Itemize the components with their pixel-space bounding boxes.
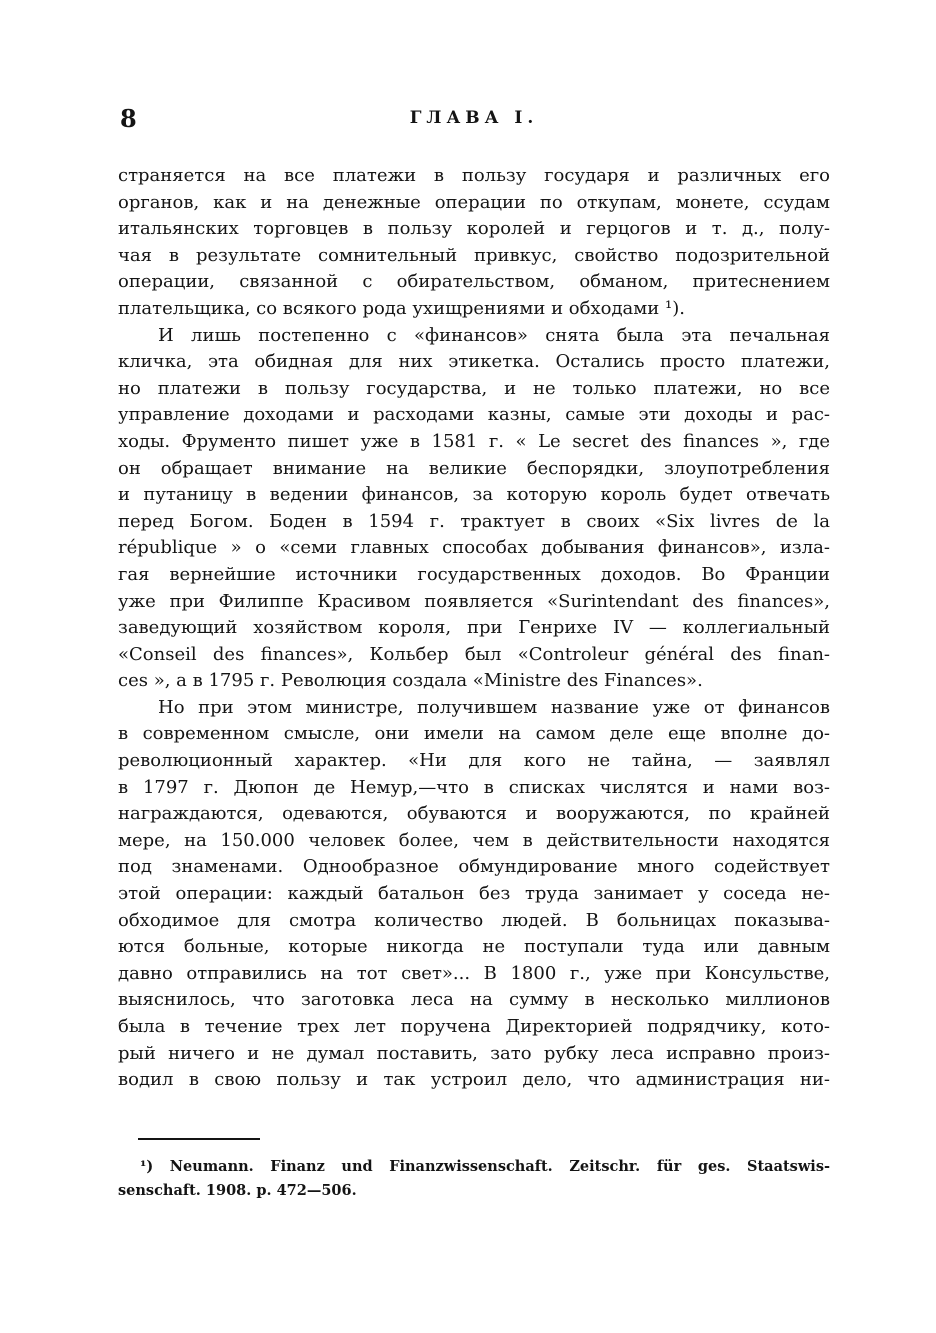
text-line: операции, связанной с обирательством, обманом, притеснением xyxy=(118,271,830,293)
body-text xyxy=(118,163,830,1094)
text-line: ходы. Фрументо пишет уже в 1581 г. « Le secret des finances », где xyxy=(118,430,830,452)
text-line: управление доходами и расходами казны, самые эти доходы и рас- xyxy=(118,404,830,426)
chapter-title: ГЛАВА I. xyxy=(409,108,539,128)
text-line: ces », а в 1795 г. Революция создала «Ministre des Finances». xyxy=(118,670,703,692)
text-line: обходимое для смотра количество людей. В больницах показыва- xyxy=(118,909,830,931)
text-line: была в течение трех лет поручена Директорией подрядчику, кото- xyxy=(118,1016,830,1037)
text-line: водил в свою пользу и так устроил дело, что администрация ни- xyxy=(118,1069,830,1091)
text-line: заведующий хозяйством короля, при Генрихе IV — коллегиальный xyxy=(118,617,830,639)
text-line: революционный характер. «Ни для кого не тайна, — заявлял xyxy=(118,750,830,772)
text-line: органов, как и на денежные операции по откупам, монете, ссудам xyxy=(118,191,830,213)
footnote xyxy=(118,1155,830,1203)
text-line: выяснилось, что заготовка леса на сумму в несколько миллионов xyxy=(118,989,830,1011)
text-line: «Conseil des finances», Кольбер был «Controleur général des finan- xyxy=(118,643,830,665)
text-line: давно отправились на тот свет»... В 1800 г., уже при Консульстве, xyxy=(118,962,830,984)
text-line: мере, на 150.000 человек более, чем в действительности находятся xyxy=(118,829,830,851)
text-line: чая в результате сомнительный привкус, свойство подозрительной xyxy=(118,244,830,266)
text-line: но платежи в пользу государства, и не только платежи, но все xyxy=(118,377,830,399)
footnote-line: ¹) Neumann. Finanz und Finanzwissenschaft. Zeitschr. für ges. Staatswis- xyxy=(140,1158,830,1175)
text-line: рый ничего и не думал поставить, зато рубку леса исправно произ- xyxy=(118,1042,830,1064)
text-line: этой операции: каждый батальон без труда занимает у соседа не- xyxy=(118,883,830,905)
text-line: он обращает внимание на великие беспорядки, злоупотребления xyxy=(118,457,830,479)
text-line: итальянских торговцев в пользу королей и герцогов и т. д., полу- xyxy=(118,218,830,240)
text-line: и путаницу в ведении финансов, за которую король будет отвечать xyxy=(118,484,830,506)
text-line: в современном смысле, они имели на самом деле еще вполне до- xyxy=(118,723,830,745)
text-line: под знаменами. Однообразное обмундирование много содействует xyxy=(118,856,830,878)
text-line: кличка, эта обидная для них этикетка. Остались просто платежи, xyxy=(118,351,830,373)
text-line: страняется на все платежи в пользу государя и различных его xyxy=(118,165,830,186)
text-line: уже при Филиппе Красивом появляется «Surintendant des finances», xyxy=(118,590,830,612)
page-header xyxy=(118,104,830,140)
page-number: 8 xyxy=(120,104,137,133)
footnote-divider xyxy=(138,1138,260,1140)
text-line: И лишь постепенно с «финансов» снята была эта печальная xyxy=(158,324,830,346)
text-line: награждаются, одеваются, обуваются и вооружаются, по крайней xyxy=(118,803,830,825)
text-line: république » о «семи главных способах добывания финансов», изла- xyxy=(118,537,830,559)
text-line: перед Богом. Боден в 1594 г. трактует в своих «Six livres de la xyxy=(118,510,830,532)
text-line: гая вернейшие источники государственных доходов. Во Франции xyxy=(118,563,830,585)
footnote-line: senschaft. 1908. p. 472—506. xyxy=(118,1182,357,1199)
text-line: плательщика, со всякого рода ухищрениями и обходами ¹). xyxy=(118,297,685,319)
text-line: Но при этом министре, получившем название уже от финансов xyxy=(158,696,830,718)
text-line: ются больные, которые никогда не поступали туда или давным xyxy=(118,936,830,958)
text-line: в 1797 г. Дюпон де Немур,—что в списках числятся и нами воз- xyxy=(118,776,830,798)
